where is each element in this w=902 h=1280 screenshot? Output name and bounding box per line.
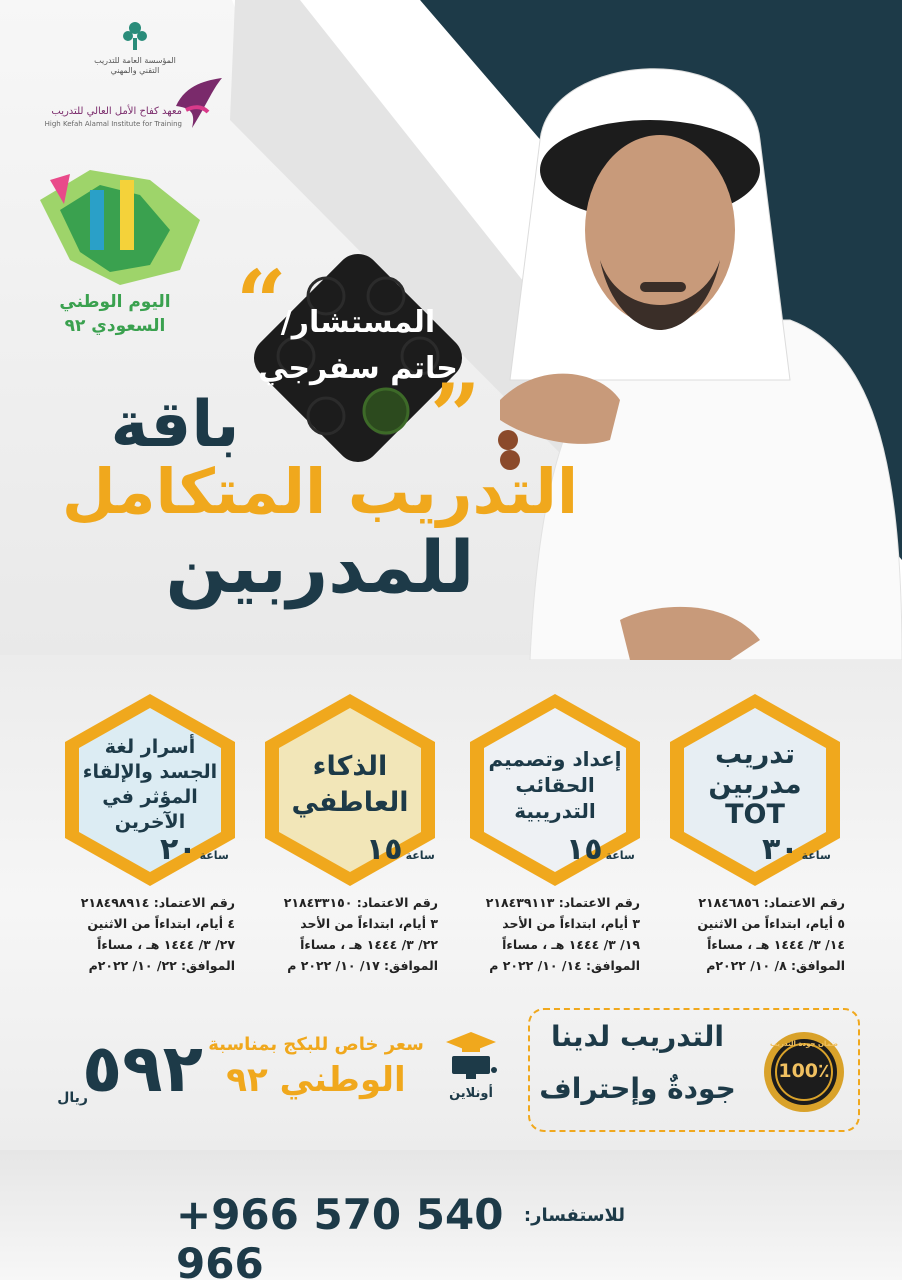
national-day-logo-icon: [30, 160, 210, 290]
speaker-name: المستشار/ حاتم سفرجي: [258, 305, 458, 386]
course-hours: ساعة ٣٠: [762, 832, 831, 867]
offer-line1: سعر خاص للبكج بمناسبة: [208, 1034, 424, 1055]
price-currency: ريال: [57, 1090, 88, 1106]
graduation-laptop-icon: [444, 1030, 498, 1082]
offer-line2: الوطني ٩٢: [226, 1060, 406, 1100]
course-details-body-language: رقم الاعتماد: ٢١٨٤٩٨٩١٤ ٤ أيام، ابتداءاً من الاثنين ٢٧/ ٣/ ١٤٤٤ هـ ، مساءاً الموافق: ٢٢/ ١٠/ ٢٠٢٢م: [80, 895, 235, 973]
quality-line1: التدريب لدينا: [551, 1020, 724, 1053]
foundation-name: المؤسسة العامة للتدريب التقني والمهني: [94, 56, 176, 75]
price-value: ٥٩٢: [82, 1030, 203, 1107]
headline-subtitle: للمدربين: [165, 525, 475, 609]
foundation-logo: [90, 18, 180, 76]
course-hours: ساعة ٢٠: [160, 832, 229, 867]
course-title: أسرار لغة الجسد والإلقاء المؤثر في الآخرين: [82, 736, 218, 833]
online-label: أونلاين: [449, 1086, 493, 1101]
institute-name: معهد كفاح الأمل العالي للتدريب: [51, 106, 182, 117]
course-details-bags: رقم الاعتماد: ٢١٨٤٣٩١١٣ ٣ أيام، ابتداءاً من الأحد ١٩/ ٣/ ١٤٤٤ هـ ، مساءاً الموافق: ١٤/ ١٠/ ٢٠٢٢ م: [485, 895, 640, 973]
course-title: إعداد وتصميم الحقائب التدريبية: [488, 747, 622, 823]
open-quote-icon: “: [236, 250, 287, 354]
national-day-label: اليوم الوطني السعودي ٩٢: [59, 292, 171, 336]
course-details-emotional: رقم الاعتماد: ٢١٨٤٣٣١٥٠ ٣ أيام، ابتداءاً من الأحد ٢٢/ ٣/ ١٤٤٤ هـ ، مساءاً الموافق: ١٧/ ١٠/ ٢٠٢٢ م: [283, 895, 438, 973]
course-title: تدريب مدربين TOT: [708, 739, 802, 830]
foundation-emblem-icon: [120, 18, 150, 52]
institute-logo: [22, 76, 222, 136]
badge-caption: ضمان جودة التدريب: [769, 1040, 839, 1048]
course-title: الذكاء العاطفي: [291, 751, 409, 818]
course-hours: ساعة ١٥: [366, 832, 435, 867]
institute-name-en: High Kefah Alamal Institute for Training: [44, 120, 182, 128]
inquiry-label: للاستفسار:: [523, 1205, 625, 1226]
online-indicator: [440, 1030, 502, 1101]
badge-value: 100٪: [778, 1060, 830, 1082]
phone-number[interactable]: +966 570 540 966: [176, 1190, 504, 1280]
quality-line2: جودةٌ وإحتراف: [539, 1072, 736, 1105]
headline-title: التدريب المتكامل: [61, 455, 579, 528]
package-label: باقة: [110, 388, 240, 462]
course-details-tot: رقم الاعتماد: ٢١٨٤٦٨٥٦ ٥ أيام، ابتداءاً من الاثنين ١٤/ ٣/ ١٤٤٤ هـ ، مساءاً الموافق: ٨/ ١٠/ ٢٠٢٢م: [697, 895, 845, 973]
course-hours: ساعة ١٥: [566, 832, 635, 867]
close-quote-icon: ”: [430, 364, 481, 468]
